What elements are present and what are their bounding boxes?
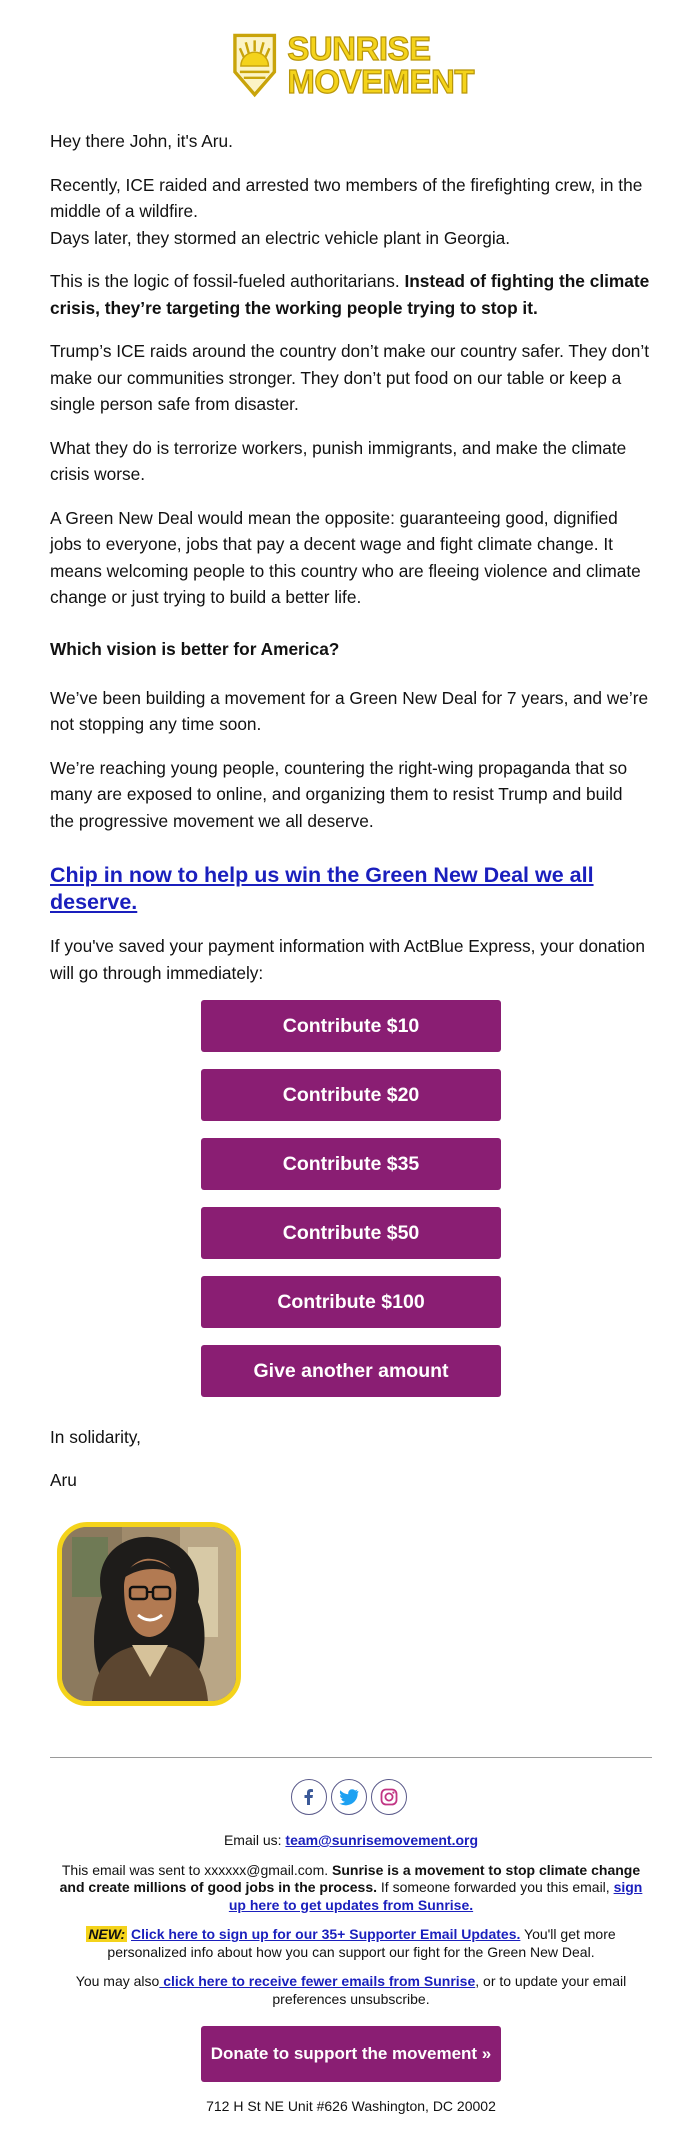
- footer: [50, 1832, 652, 2116]
- vision-question: Which vision is better for America?: [50, 638, 340, 659]
- paragraph-1: [50, 172, 650, 252]
- paragraph-1-line-1: Recently, ICE raided and arrested two members of the firefighting crew, in the middle of a wildfire.: [50, 174, 643, 221]
- mailing-address: 712 H St NE Unit #626 Washington, DC 20002: [206, 2098, 496, 2114]
- logo-word-2: MOVEMENT: [287, 63, 474, 100]
- portrait-illustration: [62, 1527, 236, 1701]
- footer-mission: Sunrise is a movement to stop climate change and create millions of good jobs in the process.: [59, 1861, 641, 1895]
- paragraph-6: We’ve been building a movement for a Green New Deal for 7 years, and we’re not stopping any time soon.: [50, 687, 649, 734]
- email-body: [50, 128, 650, 1003]
- new-badge: NEW:: [88, 1926, 126, 1942]
- contribute-10-button[interactable]: Contribute $10: [201, 1000, 501, 1052]
- paragraph-2-bold: Instead of fighting the climate crisis, they’re targeting the working people trying to stop it.: [50, 271, 650, 318]
- footer-divider: [50, 1757, 652, 1758]
- contribute-50-button[interactable]: Contribute $50: [201, 1207, 501, 1259]
- footer-email-line: [50, 1832, 652, 1850]
- fewer-suffix: , or to update your email preferences unsubscribe.: [272, 1973, 627, 2007]
- contribute-35-button[interactable]: Contribute $35: [201, 1138, 501, 1190]
- paragraph-4: What they do is terrorize workers, punish immigrants, and make the climate crisis worse.: [50, 437, 627, 484]
- twitter-icon[interactable]: [331, 1779, 367, 1815]
- footer-sent-to: This email was sent to xxxxxx@gmail.com.: [61, 1861, 333, 1878]
- paragraph-2: [50, 268, 650, 321]
- donate-movement-button[interactable]: Donate to support the movement »: [201, 2026, 501, 2082]
- donation-buttons: [201, 1000, 501, 1414]
- contribute-20-button[interactable]: Contribute $20: [201, 1069, 501, 1121]
- footer-signup-link[interactable]: sign up here to get updates from Sunrise.: [228, 1879, 643, 1913]
- footer-supporter: [50, 1926, 652, 1961]
- paragraph-3: Trump’s ICE raids around the country don’t make our country safer. They don’t make our communities stronger. They don’t put food on our table or keep a single person safe from disaster.: [50, 341, 650, 414]
- aru-photo: [57, 1522, 241, 1706]
- greeting: Hey there John, it's Aru.: [50, 131, 233, 151]
- facebook-icon[interactable]: [291, 1779, 327, 1815]
- give-another-amount-button[interactable]: Give another amount: [201, 1345, 501, 1397]
- paragraph-1-line-2: Days later, they stormed an electric vehicle plant in Georgia.: [50, 227, 511, 248]
- footer-email-label: Email us:: [223, 1832, 286, 1848]
- social-links: [291, 1779, 407, 1815]
- supporter-text: You'll get more personalized info about how you can support our fight for the Green New Deal.: [107, 1926, 616, 1960]
- footer-email-link[interactable]: team@sunrisemovement.org: [285, 1832, 479, 1848]
- footer-forwarded: If someone forwarded you this email,: [377, 1879, 614, 1895]
- chip-in-link[interactable]: Chip in now to help us win the Green New Deal we all deserve.: [50, 863, 594, 914]
- paragraph-5: A Green New Deal would mean the opposite: guaranteeing good, dignified jobs to everyone, jobs that pay a decent wage and fight climate change. It means welcoming people to this country who are fleeing violence and climate change or just trying to build a better life.: [50, 507, 641, 607]
- sunrise-shield-icon: [232, 32, 277, 98]
- sunrise-logo[interactable]: [232, 30, 474, 100]
- signature: Aru: [50, 1470, 77, 1490]
- logo-wordmark: [287, 32, 474, 98]
- paragraph-2-plain: This is the logic of fossil-fueled authoritarians.: [50, 271, 405, 291]
- logo-word-1: SUNRISE: [287, 30, 431, 67]
- supporter-signup-link[interactable]: Click here to sign up for our 35+ Supporter Email Updates.: [131, 1926, 521, 1942]
- paragraph-7: We’re reaching young people, countering the right-wing propaganda that so many are exposed to online, and organizing them to resist Trump and build the progressive movement we all deserve.: [50, 757, 628, 831]
- contribute-100-button[interactable]: Contribute $100: [201, 1276, 501, 1328]
- footer-preferences: [50, 1973, 652, 2008]
- instagram-icon[interactable]: [371, 1779, 407, 1815]
- closing: [50, 1424, 141, 1510]
- footer-about: [50, 1862, 652, 1915]
- fewer-prefix: You may also: [75, 1973, 160, 1989]
- actblue-note: If you've saved your payment information with ActBlue Express, your donation will go through immediately:: [50, 936, 646, 983]
- fewer-emails-link[interactable]: click here to receive fewer emails from Sunrise: [159, 1973, 476, 1989]
- signoff: In solidarity,: [50, 1427, 141, 1447]
